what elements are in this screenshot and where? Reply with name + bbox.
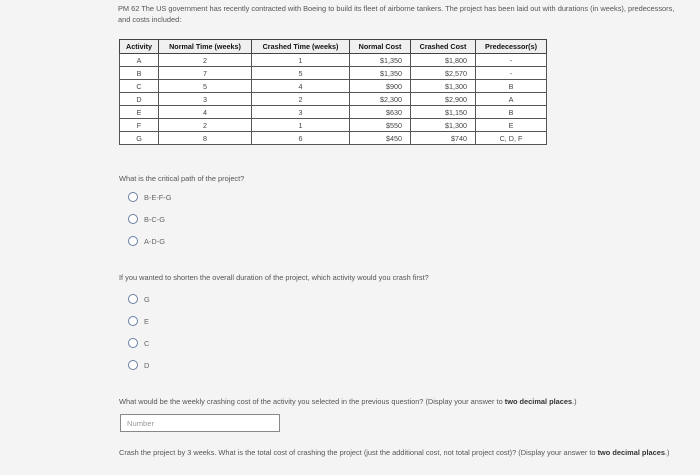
- radio-button-icon[interactable]: [128, 316, 138, 326]
- cell-crashed-time: 6: [252, 132, 350, 145]
- table-row: [120, 132, 547, 145]
- cell-crashed-time: 3: [252, 106, 350, 119]
- cell-normal-time: 4: [159, 106, 252, 119]
- option-label: A-D-G: [144, 236, 165, 246]
- cell-activity: F: [120, 119, 159, 132]
- table-row: [120, 106, 547, 119]
- cell-crashed-time: 2: [252, 93, 350, 106]
- cell-predecessors: A: [476, 93, 547, 106]
- option-e[interactable]: [128, 316, 149, 326]
- cell-normal-time: 7: [159, 67, 252, 80]
- cell-normal-cost: $1,350: [350, 67, 411, 80]
- question-total-crash-cost: [119, 447, 679, 458]
- table-header-row: [120, 40, 547, 54]
- cell-predecessors: B: [476, 80, 547, 93]
- header-predecessors: Predecessor(s): [476, 40, 547, 54]
- question-text-end: .): [664, 448, 670, 457]
- table-row: [120, 93, 547, 106]
- radio-button-icon[interactable]: [128, 236, 138, 246]
- cell-crashed-cost: $1,150: [411, 106, 476, 119]
- cell-crashed-cost: $2,900: [411, 93, 476, 106]
- cell-activity: D: [120, 93, 159, 106]
- weekly-crash-cost-input[interactable]: [120, 414, 280, 432]
- header-crashed-cost: Crashed Cost: [411, 40, 476, 54]
- table-row: [120, 80, 547, 93]
- cell-normal-cost: $2,300: [350, 93, 411, 106]
- cell-normal-time: 8: [159, 132, 252, 145]
- header-normal-time: Normal Time (weeks): [159, 40, 252, 54]
- cell-crashed-cost: $1,800: [411, 54, 476, 67]
- cell-predecessors: -: [476, 67, 547, 80]
- cell-activity: C: [120, 80, 159, 93]
- cell-crashed-time: 1: [252, 119, 350, 132]
- cell-normal-time: 3: [159, 93, 252, 106]
- header-activity: Activity: [120, 40, 159, 54]
- project-table: [119, 39, 547, 145]
- option-label: C: [144, 338, 150, 348]
- cell-activity: B: [120, 67, 159, 80]
- intro-text: PM 62 The US government has recently contracted with Boeing to build its fleet of airborne tankers. The project has been laid out with durations (in weeks), predecessors, and costs included:: [118, 4, 675, 24]
- cell-crashed-time: 4: [252, 80, 350, 93]
- cell-normal-cost: $1,350: [350, 54, 411, 67]
- question-emphasis: two decimal places: [504, 397, 573, 406]
- radio-button-icon[interactable]: [128, 338, 138, 348]
- option-label: B-E-F-G: [144, 192, 172, 202]
- radio-button-icon[interactable]: [128, 360, 138, 370]
- option-label: E: [144, 316, 149, 326]
- cell-normal-cost: $900: [350, 80, 411, 93]
- cell-normal-cost: $550: [350, 119, 411, 132]
- option-b-e-f-g[interactable]: [128, 192, 172, 202]
- question-critical-path: What is the critical path of the project?: [119, 174, 245, 183]
- cell-activity: A: [120, 54, 159, 67]
- question-weekly-crash-cost: [119, 397, 577, 406]
- table-row: [120, 67, 547, 80]
- cell-crashed-time: 5: [252, 67, 350, 80]
- cell-normal-cost: $630: [350, 106, 411, 119]
- cell-predecessors: C, D, F: [476, 132, 547, 145]
- cell-normal-time: 2: [159, 119, 252, 132]
- option-d[interactable]: [128, 360, 149, 370]
- radio-button-icon[interactable]: [128, 294, 138, 304]
- question-crash-first: If you wanted to shorten the overall duration of the project, which activity would you crash first?: [119, 273, 429, 282]
- cell-activity: G: [120, 132, 159, 145]
- question-emphasis: two decimal places: [597, 448, 665, 457]
- option-label: G: [144, 294, 150, 304]
- option-c[interactable]: [128, 338, 149, 348]
- header-crashed-time: Crashed Time (weeks): [252, 40, 350, 54]
- cell-predecessors: -: [476, 54, 547, 67]
- radio-button-icon[interactable]: [128, 214, 138, 224]
- option-a-d-g[interactable]: [128, 236, 165, 246]
- table-row: [120, 54, 547, 67]
- cell-normal-time: 5: [159, 80, 252, 93]
- cell-predecessors: B: [476, 106, 547, 119]
- question-text: What would be the weekly crashing cost of the activity you selected in the previous question? (Display your answer to: [119, 397, 505, 406]
- question-text-end: .): [572, 397, 577, 406]
- question-text: Crash the project by 3 weeks. What is the total cost of crashing the project (just the additional cost, not total project cost)? (Display your answer to: [119, 448, 598, 457]
- option-b-c-g[interactable]: [128, 214, 165, 224]
- cell-normal-cost: $450: [350, 132, 411, 145]
- cell-activity: E: [120, 106, 159, 119]
- table-row: [120, 119, 547, 132]
- option-label: D: [144, 360, 150, 370]
- cell-crashed-cost: $2,570: [411, 67, 476, 80]
- cell-crashed-cost: $740: [411, 132, 476, 145]
- cell-crashed-cost: $1,300: [411, 80, 476, 93]
- header-normal-cost: Normal Cost: [350, 40, 411, 54]
- option-label: B-C-G: [144, 214, 165, 224]
- radio-button-icon[interactable]: [128, 192, 138, 202]
- cell-crashed-cost: $1,300: [411, 119, 476, 132]
- option-g[interactable]: [128, 294, 150, 304]
- cell-predecessors: E: [476, 119, 547, 132]
- cell-normal-time: 2: [159, 54, 252, 67]
- cell-crashed-time: 1: [252, 54, 350, 67]
